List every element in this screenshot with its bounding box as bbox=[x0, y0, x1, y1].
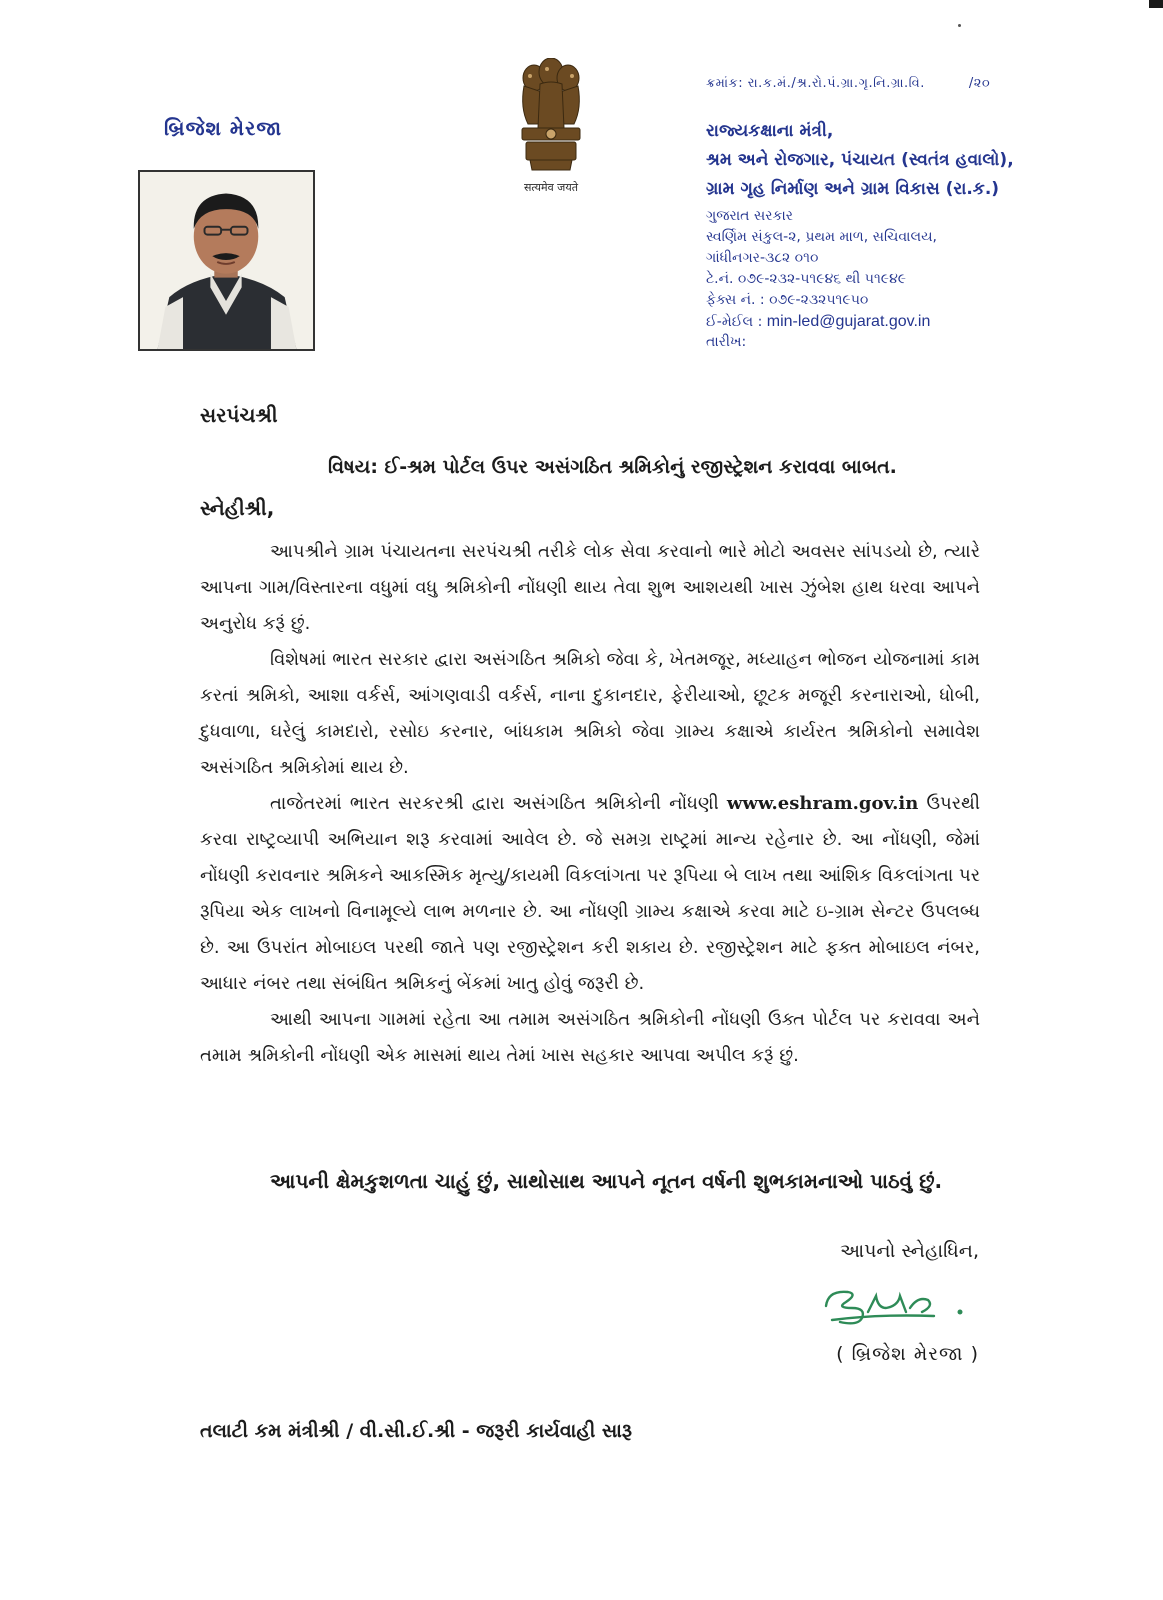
paragraph-4: આથી આપના ગામમાં રહેતા આ તમામ અસંગઠિત શ્રમિકોની નોંધણી ઉક્ત પોર્ટલ પર કરાવવા અને તમામ શ્રમિકોની નોંધણી એક માસમાં થાય તેમાં ખાસ સહકાર આપવા અપીલ કરૂં છું. bbox=[200, 1009, 980, 1066]
closing-wishes: આપની ક્ષેમકુશળતા ચાહું છું, સાથોસાથ આપને નૂતન વર્ષની શુભકામનાઓ પાઠવું છું. bbox=[270, 1169, 943, 1193]
office-line: ગાંધીનગર-૩૮૨ ૦૧૦ bbox=[706, 250, 819, 266]
minister-photo bbox=[138, 170, 315, 351]
title-line: રાજ્યકક્ષાના મંત્રી, bbox=[706, 121, 834, 141]
scan-edge-mark bbox=[1149, 0, 1163, 8]
paragraph-3 bbox=[200, 786, 980, 1002]
title-line: શ્રમ અને રોજગાર, પંચાયત (સ્વતંત્ર હવાલો), bbox=[706, 150, 1014, 170]
date-label: તારીખ: bbox=[706, 334, 747, 350]
signatory-name: ( બ્રિજેશ મેરજા ) bbox=[836, 1343, 979, 1365]
subject-line: વિષય: ઈ-શ્રમ પોર્ટલ ઉપર અસંગઠિત શ્રમિકોનું રજીસ્ટ્રેશન કરાવવા બાબત. bbox=[328, 456, 897, 478]
salutation: સરપંચશ્રી bbox=[200, 403, 278, 427]
minister-title bbox=[706, 117, 1014, 204]
sender-name: બ્રિજેશ મેરજા bbox=[164, 116, 283, 140]
office-address bbox=[706, 206, 937, 353]
reference-suffix: /૨૦ bbox=[968, 76, 991, 91]
paragraph-2: વિશેષમાં ભારત સરકાર દ્વારા અસંગઠિત શ્રમિકો જેવા કે, ખેતમજૂર, મધ્યાહન ભોજન યોજનામાં કામ કરતાં શ્રમિકો, આશા વર્કર્સ, આંગણવાડી વર્કર્સ, નાના દુકાનદાર, ફેરીયાઓ, છૂટક મજૂરી કરનારાઓ, ધોબી, દુધવાળા, ઘરેલું કામદારો, રસોઇ કરનાર, બાંધકામ શ્રમિકો જેવા ગ્રામ્ય કક્ષાએ કાર્યરત શ્રમિકોનો સમાવેશ અસંગઠિત શ્રમિકોમાં થાય છે. bbox=[200, 649, 980, 778]
handwritten-signature bbox=[818, 1278, 968, 1328]
reference-prefix: ક્રમાંક: રા.ક.મં./શ્ર.રો.પં.ગ્રા.ગૃ.નિ.ગ્રા.વિ. bbox=[706, 76, 925, 91]
title-line: ગ્રામ ગૃહ નિર્માણ અને ગ્રામ વિકાસ (રા.ક.) bbox=[706, 179, 1000, 199]
greeting: સ્નેહીશ્રી, bbox=[200, 496, 275, 520]
office-line: ગુજરાત સરકાર bbox=[706, 208, 793, 224]
yours-line: આપનો સ્નેહાધિન, bbox=[839, 1240, 979, 1262]
office-line: ટે.નં. ૦૭૯-૨૩૨-૫૧૯૪૬ થી ૫૧૯૪૯ bbox=[706, 271, 907, 287]
email-row bbox=[706, 311, 937, 332]
email-address[interactable]: min-led@gujarat.gov.in bbox=[766, 313, 931, 330]
paragraph-1: આપશ્રીને ગ્રામ પંચાયતના સરપંચશ્રી તરીકે લોક સેવા કરવાનો ભારે મોટો અવસર સાંપડયો છે, ત્યારે આપના ગામ/વિસ્તારના વધુમાં વધુ શ્રમિકોની નોંધણી થાય તેવા શુભ આશયથી ખાસ ઝુંબેશ હાથ ધરવા આપને અનુરોધ કરૂં છું. bbox=[200, 541, 980, 634]
copy-to-line: તલાટી કમ મંત્રીશ્રી / વી.સી.ઈ.શ્રી - જરૂરી કાર્યવાહી સારૂ bbox=[200, 1420, 633, 1442]
scan-speck bbox=[958, 24, 961, 27]
paragraph-3-start: તાજેતરમાં ભારત સરકરશ્રી દ્વારા અસંગઠિત શ્રમિકોની નોંધણી bbox=[270, 793, 719, 814]
reference-number bbox=[706, 76, 990, 91]
emblem-motto: सत्यमेव जयते bbox=[523, 181, 578, 194]
portal-url-link[interactable]: www.eshram.gov.in bbox=[726, 793, 919, 814]
office-line: સ્વર્ણિમ સંકુલ-૨, પ્રથમ માળ, સચિવાલય, bbox=[706, 229, 937, 245]
national-emblem-icon bbox=[512, 58, 590, 178]
email-label: ઈ-મેઈલ : bbox=[706, 314, 763, 330]
paragraph-3-rest: ઉપરથી કરવા રાષ્ટ્રવ્યાપી અભિયાન શરૂ કરવામાં આવેલ છે. જે સમગ્ર રાષ્ટ્રમાં માન્ય રહેનાર છે. આ નોંધણી, જેમાં નોંધણી કરાવનાર શ્રમિકને આકસ્મિક મૃત્યુ/કાયમી વિકલાંગતા પર રૂપિયા બે લાખ તથા આંશિક વિકલાંગતા પર રૂપિયા એક લાખનો વિનામૂલ્યે લાભ મળનાર છે. આ નોંધણી ગ્રામ્ય કક્ષાએ કરવા માટે ઇ-ગ્રામ સેન્ટર ઉપલબ્ધ છે. આ ઉપરાંત મોબાઇલ પરથી જાતે પણ રજીસ્ટ્રેશન કરી શકાય છે. રજીસ્ટ્રેશન માટે ફક્ત મોબાઇલ નંબર, આધાર નંબર તથા સંબંધિત શ્રમિકનું બેંકમાં ખાતુ હોવું જરૂરી છે. bbox=[200, 793, 980, 994]
letter-body bbox=[200, 534, 980, 1074]
office-line: ફેક્સ નં. : ૦૭૯-૨૩૨૫૧૯૫૦ bbox=[706, 292, 869, 308]
